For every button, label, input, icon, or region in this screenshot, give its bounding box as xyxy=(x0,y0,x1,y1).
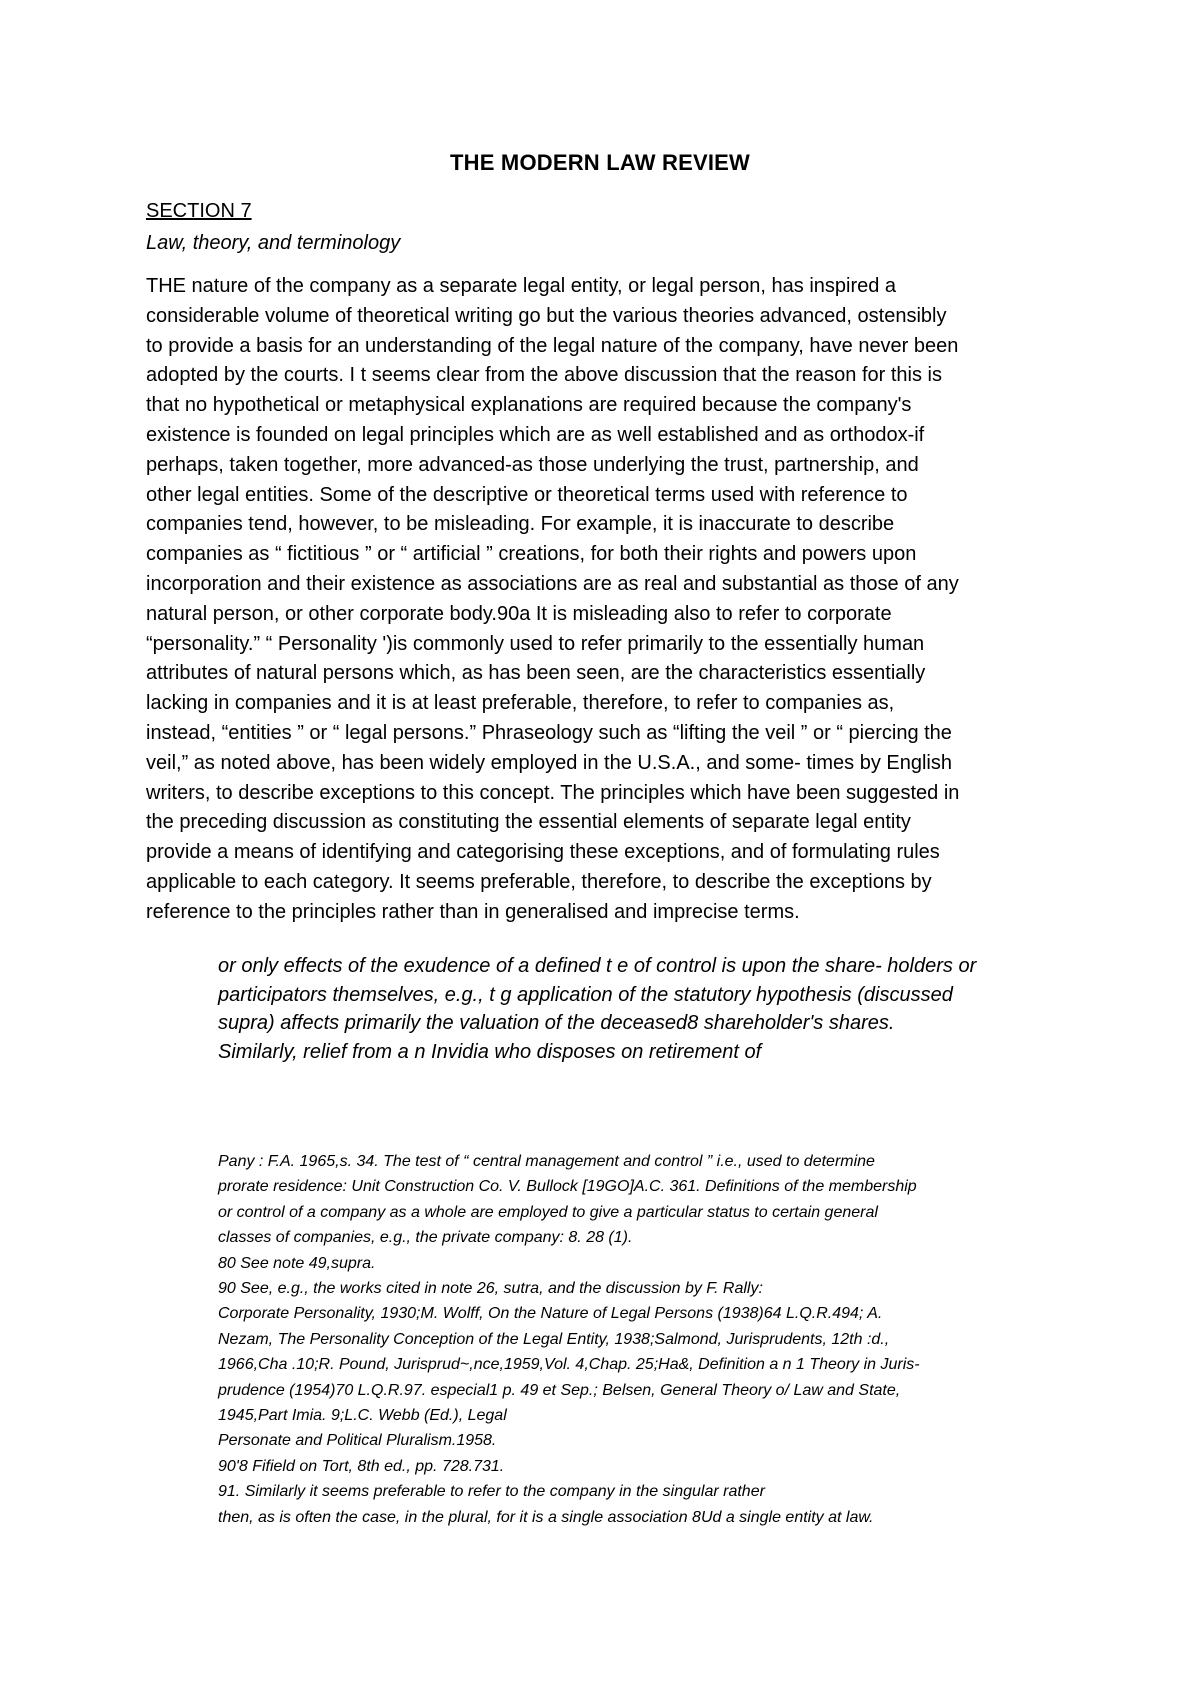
body-line: companies tend, however, to be misleading. For example, it is inaccurate to describe xyxy=(146,513,895,536)
body-line: instead, “entities ” or “ legal persons.” Phraseology such as “lifting the veil ” or “ piercing the xyxy=(146,721,952,744)
body-line: natural person, or other corporate body.90a It is misleading also to refer to corporate xyxy=(146,602,892,625)
body-line: attributes of natural persons which, as has been seen, are the characteristics essentially xyxy=(146,662,926,685)
body-line: considerable volume of theoretical writing go but the various theories advanced, ostensibly xyxy=(146,304,947,327)
body-line: provide a means of identifying and categorising these exceptions, and of formulating rules xyxy=(146,841,940,864)
footnote-line: prorate residence: Unit Construction Co. V. Bullock [19GO]A.C. 361. Definitions of the membership xyxy=(218,1178,917,1196)
body-line: reference to the principles rather than in generalised and imprecise terms. xyxy=(146,900,800,923)
body-line: applicable to each category. It seems preferable, therefore, to describe the exceptions by xyxy=(146,870,932,893)
body-line: companies as “ fictitious ” or “ artificial ” creations, for both their rights and powers upon xyxy=(146,543,917,566)
footnote-line: 80 See note 49,supra. xyxy=(218,1254,376,1272)
footnote-line: Pany : F.A. 1965,s. 34. The test of “ central management and control ” i.e., used to determine xyxy=(218,1153,875,1170)
quote-line: or only effects of the exudence of a defined t e of control is upon the share- holders or xyxy=(218,955,977,977)
section-heading: SECTION 7 xyxy=(146,200,252,222)
footnote-line: then, as is often the case, in the plural, for it is a single association 8Ud a single entity at law. xyxy=(218,1508,874,1526)
body-line: other legal entities. Some of the descriptive or theoretical terms used with reference to xyxy=(146,483,908,506)
body-line: the preceding discussion as constituting the essential elements of separate legal entity xyxy=(146,811,911,834)
footnote-line: 90 See, e.g., the works cited in note 26, sutra, and the discussion by F. Rally: xyxy=(218,1280,763,1298)
body-line: THE nature of the company as a separate legal entity, or legal person, has inspired a xyxy=(146,275,897,297)
quote-line: supra) affects primarily the valuation of the deceased8 shareholder's shares. xyxy=(218,1012,895,1035)
body-paragraph xyxy=(146,272,1066,928)
section-subtitle: Law, theory, and terminology xyxy=(146,232,401,254)
body-line: incorporation and their existence as associations are as real and substantial as those of any xyxy=(146,572,959,595)
body-line: to provide a basis for an understanding of the legal nature of the company, have never been xyxy=(146,334,959,357)
footnote-line: Personate and Political Pluralism.1958. xyxy=(218,1432,497,1450)
footnote-line: classes of companies, e.g., the private company: 8. 28 (1). xyxy=(218,1229,633,1247)
body-line: “personality.” “ Personality ')is commonly used to refer primarily to the essentially human xyxy=(146,632,925,655)
journal-title: THE MODERN LAW REVIEW xyxy=(450,150,750,175)
footnote-line: 91. Similarly it seems preferable to refer to the company in the singular rather xyxy=(218,1483,765,1501)
indented-quote xyxy=(218,952,1098,1066)
body-line: that no hypothetical or metaphysical explanations are required because the company's xyxy=(146,394,912,417)
footnote-line: 90'8 Fifield on Tort, 8th ed., pp. 728.731. xyxy=(218,1457,505,1475)
footnotes xyxy=(218,1149,1098,1530)
body-line: lacking in companies and it is at least preferable, therefore, to refer to companies as, xyxy=(146,692,895,715)
footnote-line: prudence (1954)70 L.Q.R.97. especial1 p. 49 et Sep.; Belsen, General Theory o/ Law and State, xyxy=(218,1381,901,1399)
footnote-line: 1966,Cha .10;R. Pound, Jurisprud~,nce,1959,Vol. 4,Chap. 25;Ha&, Definition a n 1 Theory in Juris- xyxy=(218,1356,920,1374)
quote-line: Similarly, relief from a n Invidia who disposes on retirement of xyxy=(218,1040,762,1063)
footnote-line: 1945,Part Imia. 9;L.C. Webb (Ed.), Legal xyxy=(218,1407,507,1425)
footnote-line: Nezam, The Personality Conception of the Legal Entity, 1938;Salmond, Jurisprudents, 12th :d., xyxy=(218,1330,890,1348)
body-line: writers, to describe exceptions to this concept. The principles which have been suggested in xyxy=(146,781,960,804)
footnote-line: Corporate Personality, 1930;M. Wolff, On the Nature of Legal Persons (1938)64 L.Q.R.494; A. xyxy=(218,1305,883,1323)
body-line: existence is founded on legal principles which are as well established and as orthodox-if xyxy=(146,423,925,446)
body-line: adopted by the courts. I t seems clear from the above discussion that the reason for this is xyxy=(146,364,942,387)
quote-line: participators themselves, e.g., t g application of the statutory hypothesis (discussed xyxy=(218,983,953,1006)
footnote-line: or control of a company as a whole are employed to give a particular status to certain general xyxy=(218,1203,878,1221)
body-line: veil,” as noted above, has been widely employed in the U.S.A., and some- times by English xyxy=(146,751,952,774)
body-line: perhaps, taken together, more advanced-as those underlying the trust, partnership, and xyxy=(146,453,919,476)
